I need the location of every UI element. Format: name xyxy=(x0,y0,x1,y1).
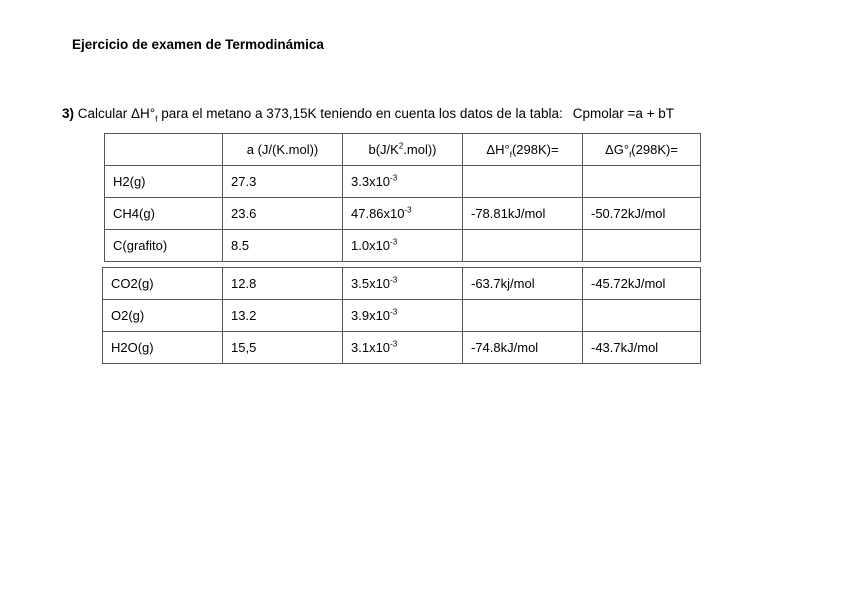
table-row xyxy=(105,230,701,262)
header-empty-cell xyxy=(105,134,223,166)
delta-g-cell: -43.7kJ/mol xyxy=(583,332,701,364)
delta-h-cell: -74.8kJ/mol xyxy=(463,332,583,364)
b-cell: $3.5x10^{-3}$ xyxy=(343,268,463,300)
table-row xyxy=(103,300,701,332)
table-row xyxy=(103,332,701,364)
species-cell: H2O(g) xyxy=(103,332,223,364)
a-cell: 12.8 xyxy=(223,268,343,300)
a-cell: 13.2 xyxy=(223,300,343,332)
delta-h-cell xyxy=(463,166,583,198)
delta-g-cell: -45.72kJ/mol xyxy=(583,268,701,300)
delta-h-cell xyxy=(463,230,583,262)
a-cell: 23.6 xyxy=(223,198,343,230)
header-b: $b(J/K^2.mol)$) xyxy=(343,134,463,166)
delta-g-cell xyxy=(583,166,701,198)
a-cell: 27.3 xyxy=(223,166,343,198)
table-row xyxy=(105,166,701,198)
b-cell: $3.9x10^{-3}$ xyxy=(343,300,463,332)
table-header-row xyxy=(105,134,701,166)
question-statement xyxy=(62,106,675,124)
data-table-lower xyxy=(102,267,701,364)
delta-g-cell xyxy=(583,230,701,262)
delta-g-cell: -50.72kJ/mol xyxy=(583,198,701,230)
data-table-upper xyxy=(104,133,701,262)
a-cell: 15,5 xyxy=(223,332,343,364)
question-text-before: Calcular ΔH° xyxy=(74,106,156,121)
delta-h-cell: -78.81kJ/mol xyxy=(463,198,583,230)
header-delta-h: $\Delta H^\circ_f(298K)=$ xyxy=(463,134,583,166)
b-cell: $47.86x10^{-3}$ xyxy=(343,198,463,230)
species-cell: CH4(g) xyxy=(105,198,223,230)
header-a: a (J/(K.mol)) xyxy=(223,134,343,166)
b-cell: $3.1x10^{-3}$ xyxy=(343,332,463,364)
document-title: Ejercicio de examen de Termodinámica xyxy=(72,37,324,52)
table-row xyxy=(103,268,701,300)
species-cell: O2(g) xyxy=(103,300,223,332)
species-cell: CO2(g) xyxy=(103,268,223,300)
table-row xyxy=(105,198,701,230)
a-cell: 8.5 xyxy=(223,230,343,262)
header-delta-g: $\Delta G^\circ_f(298K)=$ xyxy=(583,134,701,166)
delta-h-cell xyxy=(463,300,583,332)
b-cell: $1.0x10^{-3}$ xyxy=(343,230,463,262)
cp-formula: Cpmolar =a + bT xyxy=(572,106,675,121)
species-cell: H2(g) xyxy=(105,166,223,198)
delta-h-cell: -63.7kj/mol xyxy=(463,268,583,300)
question-text-after: para el metano a 373,15K teniendo en cuenta los datos de la tabla: xyxy=(157,106,563,121)
delta-g-cell xyxy=(583,300,701,332)
question-subscript-f: f xyxy=(155,114,158,124)
b-cell: $3.3x10^{-3}$ xyxy=(343,166,463,198)
question-number: 3) xyxy=(62,106,75,121)
species-cell: C(grafito) xyxy=(105,230,223,262)
